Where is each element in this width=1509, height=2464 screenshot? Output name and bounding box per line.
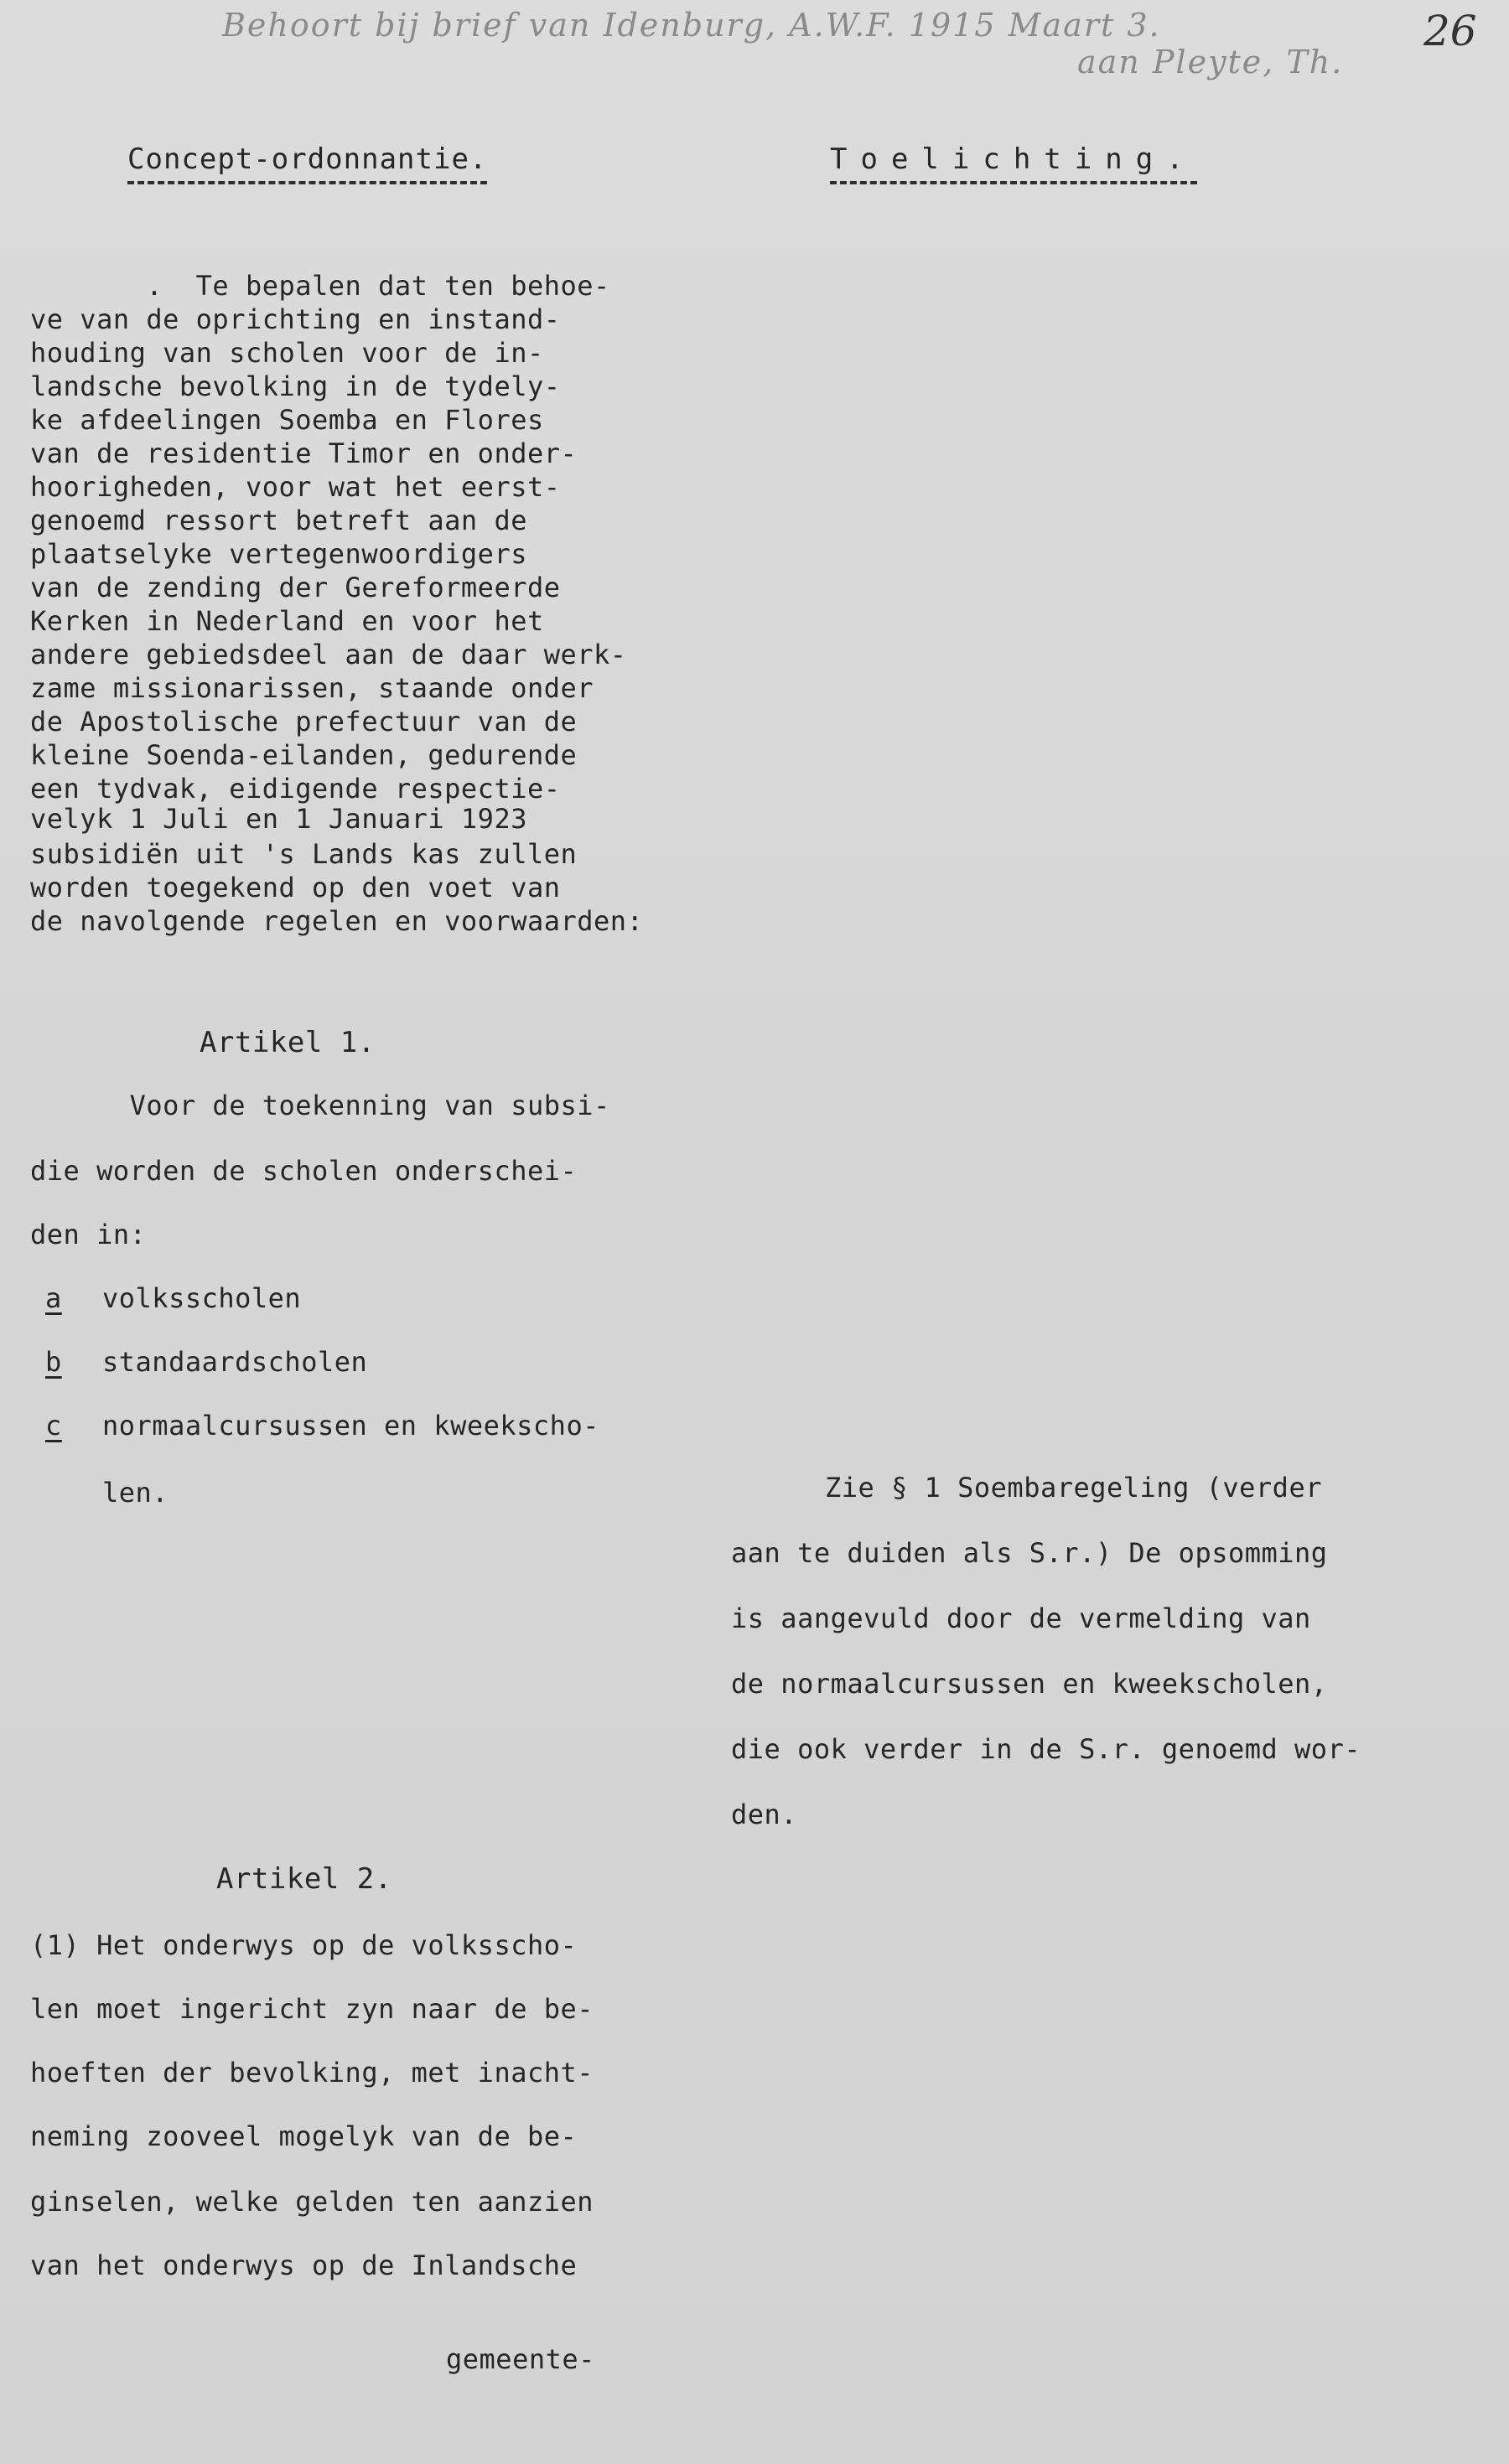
intro-line: de Apostolische prefectuur van de [30, 706, 578, 738]
intro-line: van de residentie Timor en onder- [30, 437, 578, 469]
intro-line: worden toegekend op den voet van [30, 872, 561, 903]
artikel-2-line: hoeften der bevolking, met inacht- [30, 2057, 594, 2089]
intro-line: velyk 1 Juli en 1 Januari 1923 [30, 803, 527, 835]
list-item-letter-a: a [45, 1282, 62, 1314]
artikel-2-line: (1) Het onderwys op de volksscho- [30, 1929, 578, 1961]
intro-line: kleine Soenda-eilanden, gedurende [30, 739, 578, 771]
list-item-text: standaardscholen [102, 1346, 368, 1378]
handwritten-annotation-second-line: aan Pleyte, Th. [1077, 44, 1344, 80]
artikel-1-line: die worden de scholen onderschei- [30, 1155, 578, 1187]
toelichting-line: de normaalcursussen en kweekscholen, [731, 1668, 1328, 1700]
artikel-2-title: Artikel 2. [216, 1862, 392, 1896]
list-item-letter-c: c [45, 1410, 62, 1442]
artikel-2-line: ginselen, welke gelden ten aanzien [30, 2186, 594, 2218]
intro-line: een tydvak, eidigende respectie- [30, 773, 561, 805]
list-item-continuation: len. [102, 1477, 169, 1509]
toelichting-line: is aangevuld door de vermelding van [731, 1602, 1311, 1634]
artikel-2-line: van het onderwys op de Inlandsche [30, 2249, 578, 2281]
page-number: 26 [1423, 7, 1477, 55]
intro-line: genoemd ressort betreft aan de [30, 505, 527, 536]
intro-line: Kerken in Nederland en voor het [30, 605, 544, 637]
intro-line: landsche bevolking in de tydely- [30, 370, 561, 402]
handwritten-annotation: Behoort bij brief van Idenburg, A.W.F. 1915 Maart 3. [222, 7, 1161, 44]
intro-line: plaatselyke vertegenwoordigers [30, 538, 527, 570]
intro-line: . Te bepalen dat ten behoe- [30, 270, 610, 302]
artikel-1-line: Voor de toekenning van subsi- [30, 1090, 610, 1121]
toelichting-line: die ook verder in de S.r. genoemd wor- [731, 1733, 1361, 1765]
intro-line: de navolgende regelen en voorwaarden: [30, 905, 644, 937]
artikel-2-line: len moet ingericht zyn naar de be- [30, 1993, 594, 2025]
intro-line: subsidiën uit 's Lands kas zullen [30, 838, 578, 870]
intro-line: houding van scholen voor de in- [30, 337, 544, 369]
toelichting-line: den. [731, 1799, 798, 1830]
intro-line: hoorigheden, voor wat het eerst- [30, 471, 561, 503]
catchword: gemeente- [446, 2343, 595, 2375]
intro-line: andere gebiedsdeel aan de daar werk- [30, 639, 627, 670]
intro-line: ve van de oprichting en instand- [30, 303, 561, 335]
toelichting-line: Zie § 1 Soembaregeling (verder [825, 1472, 1322, 1504]
list-item-letter-b: b [45, 1346, 62, 1378]
intro-line: van de zending der Gereformeerde [30, 572, 561, 603]
intro-line: zame missionarissen, staande onder [30, 672, 594, 704]
toelichting-line: aan te duiden als S.r.) De opsomming [731, 1537, 1328, 1569]
list-item-text: normaalcursussen en kweekscho- [102, 1410, 599, 1442]
list-item-text: volksscholen [102, 1282, 302, 1314]
intro-line: ke afdeelingen Soemba en Flores [30, 404, 544, 436]
artikel-1-title: Artikel 1. [200, 1026, 376, 1059]
artikel-2-line: neming zooveel mogelyk van de be- [30, 2120, 578, 2152]
heading-concept-ordonnantie: Concept-ordonnantie. [127, 142, 487, 184]
heading-toelichting: Toelichting. [830, 142, 1197, 184]
artikel-1-line: den in: [30, 1219, 147, 1250]
